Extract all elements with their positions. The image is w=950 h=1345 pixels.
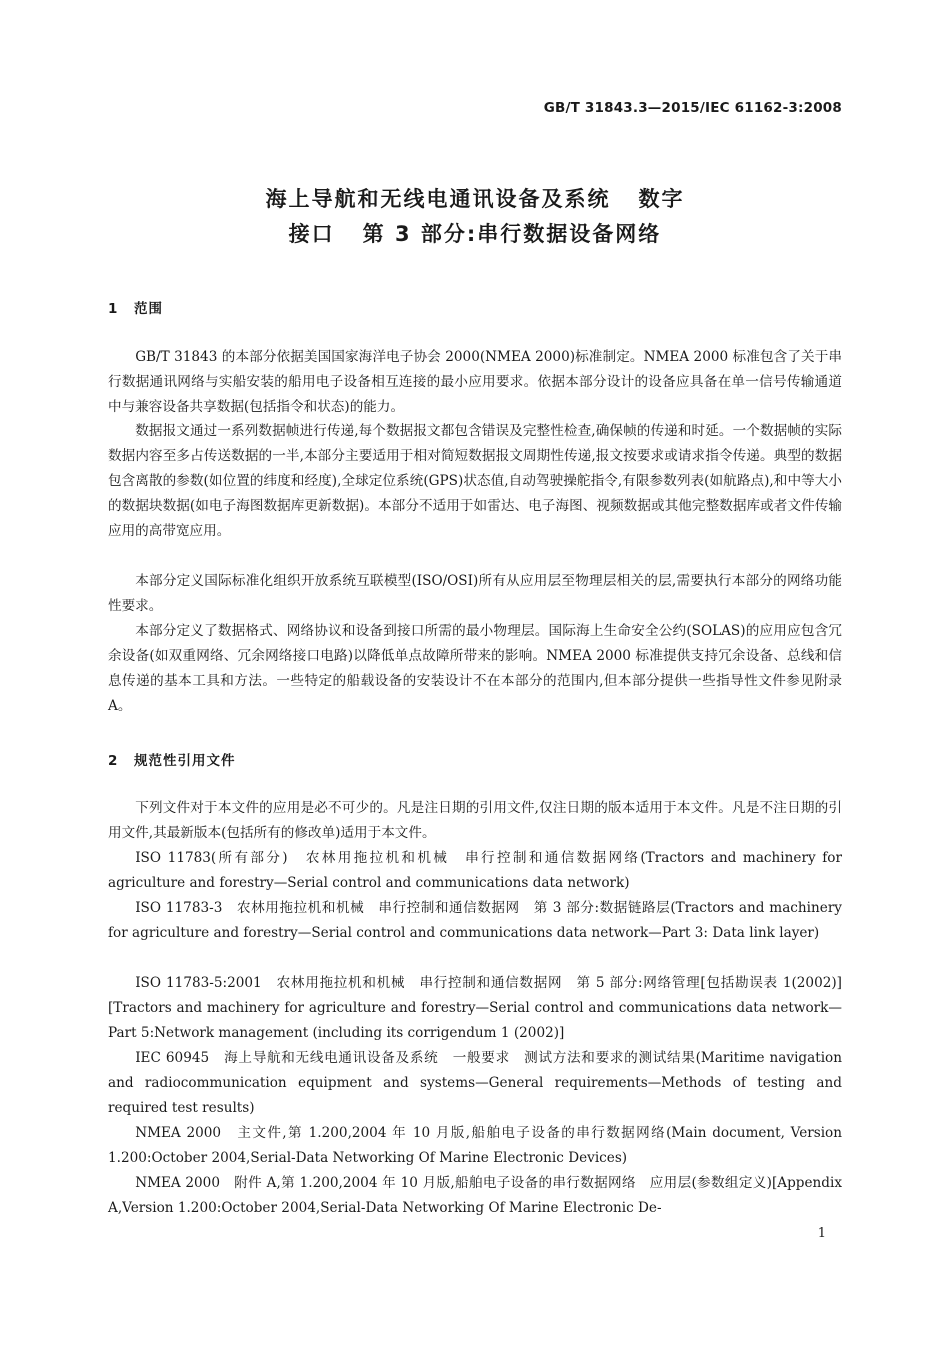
section-title: 范围 <box>134 301 163 317</box>
title-line-2 <box>108 217 842 252</box>
document-title <box>108 182 842 252</box>
scope-paragraph-4: 本部分定义了数据格式、网络协议和设备到接口所需的最小物理层。国际海上生命安全公约(SOLAS)的应用应包含冗余设备(如双重网络、冗余网络接口电路)以降低单点故障所带来的影响。NMEA 2000 标准提供支持冗余设备、总线和信息传递的基本工具和方法。一些特定的船载设备的安装设计不在本部分的范围内,但本部分提供一些指导性文件参见附录 A。 <box>108 623 842 714</box>
section-heading-normative-references <box>108 749 236 769</box>
section-title: 规范性引用文件 <box>134 753 236 769</box>
scope-paragraph-3: 本部分定义国际标准化组织开放系统互联模型(ISO/OSI)所有从应用层至物理层相关的层,需要执行本部分的网络功能性要求。 <box>108 573 842 614</box>
standard-code: GB/T 31843.3—2015/IEC 61162-3:2008 <box>543 100 842 116</box>
section-number: 2 <box>108 753 119 769</box>
reference-entry-iec-60945: IEC 60945 海上导航和无线电通讯设备及系统 一般要求 测试方法和要求的测试结果(Maritime navigation and radiocommunication equipment and systems—General requirements—Methods of testing and required test results) <box>108 1050 842 1116</box>
reference-entry-iso-11783: ISO 11783(所有部分) 农林用拖拉机和机械 串行控制和通信数据网络(Tractors and machinery for agriculture and forestry—Serial control and communications data network) <box>108 850 842 891</box>
title-line-1-part-b: 数字 <box>638 187 685 211</box>
reference-entry-iso-11783-5: ISO 11783-5:2001 农林用拖拉机和机械 串行控制和通信数据网 第 5 部分:网络管理[包括勘误表 1(2002)][Tractors and machinery for agriculture and forestry—Serial control and communications data network—Part 5:Network management (including its corrigendum 1 (2002)] <box>108 975 842 1041</box>
references-intro-paragraph: 下列文件对于本文件的应用是必不可少的。凡是注日期的引用文件,仅注日期的版本适用于本文件。凡是不注日期的引用文件,其最新版本(包括所有的修改单)适用于本文件。 <box>108 800 842 841</box>
scope-paragraph-1: GB/T 31843 的本部分依据美国国家海洋电子协会 2000(NMEA 2000)标准制定。NMEA 2000 标准包含了关于串行数据通讯网络与实船安装的船用电子设备相互连接的最小应用要求。依据本部分设计的设备应具备在单一信号传输通道中与兼容设备共享数据(包括指令和状态)的能力。 <box>108 349 842 415</box>
scope-paragraph-2: 数据报文通过一系列数据帧进行传递,每个数据报文都包含错误及完整性检查,确保帧的传递和时延。一个数据帧的实际数据内容至多占传送数据的一半,本部分主要适用于相对简短数据报文周期性传递,报文按要求或请求指令传递。典型的数据包含离散的参数(如位置的纬度和经度),全球定位系统(GPS)状态值,自动驾驶操舵指令,有限参数列表(如航路点),和中等大小的数据块数据(如电子海图数据库更新数据)。本部分不适用于如雷达、电子海图、视频数据或其他完整数据库或者文件传输应用的高带宽应用。 <box>108 423 842 539</box>
title-line-1-part-a: 海上导航和无线电通讯设备及系统 <box>265 187 611 211</box>
reference-entry-nmea-2000-appendix-a: NMEA 2000 附件 A,第 1.200,2004 年 10 月版,船舶电子设备的串行数据网络 应用层(参数组定义)[Appendix A,Version 1.200:October 2004,Serial-Data Networking Of Marine Electronic De- <box>108 1175 842 1216</box>
reference-entry-nmea-2000-main: NMEA 2000 主文件,第 1.200,2004 年 10 月版,船舶电子设备的串行数据网络(Main document, Version 1.200:October 2004,Serial-Data Networking Of Marine Electronic Devices) <box>108 1125 842 1166</box>
page-number: 1 <box>817 1226 826 1241</box>
section-number: 1 <box>108 301 119 317</box>
section-heading-scope <box>108 297 163 317</box>
title-line-2-part-b: 第 3 部分:串行数据设备网络 <box>362 222 662 246</box>
title-line-2-part-a: 接口 <box>288 222 335 246</box>
reference-entry-iso-11783-3: ISO 11783-3 农林用拖拉机和机械 串行控制和通信数据网 第 3 部分:数据链路层(Tractors and machinery for agriculture and forestry—Serial control and communications data network—Part 3: Data link layer) <box>108 900 842 941</box>
title-line-1 <box>108 182 842 217</box>
